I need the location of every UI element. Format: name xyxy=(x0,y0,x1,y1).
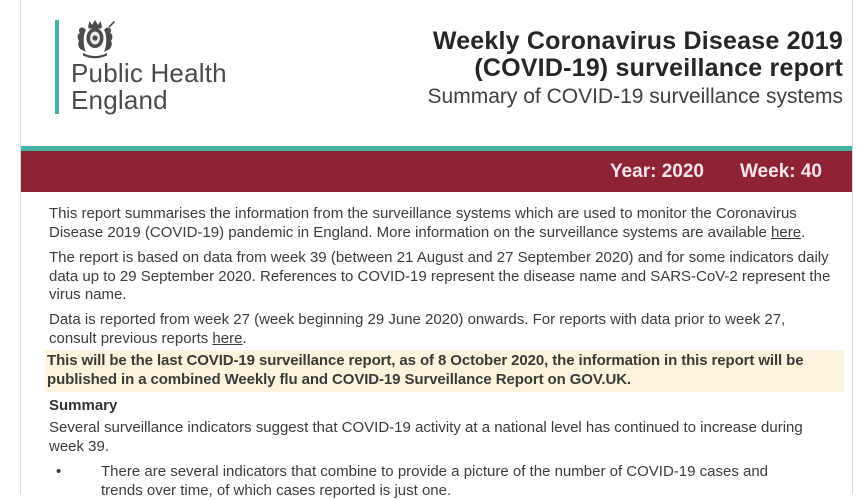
previous-reports-here-link[interactable]: here xyxy=(212,329,243,347)
intro-text: This report summarises the information from the surveillance systems which are used to monitor the Coronavirus Disease 2019 (COVID-19) pandemic in England. More information on the surveillance systems are available xyxy=(49,205,797,241)
week-label: Week: 40 xyxy=(739,160,822,182)
title-block xyxy=(428,28,843,109)
reporting-period-paragraph xyxy=(49,311,836,348)
data-basis-paragraph: The report is based on data from week 39 (between 21 August and 27 September 2020) and for some indicators daily data up to 29 September 2020. References to COVID-19 represent the disease name and SARS-CoV-2 represent the virus name. xyxy=(49,249,831,304)
reporting-period-text-end: . xyxy=(242,329,247,347)
summary-bullet-item xyxy=(49,463,836,500)
year-label: Year: 2020 xyxy=(609,160,704,182)
report-title-line1: Weekly Coronavirus Disease 2019 xyxy=(432,27,843,55)
report-title-line2: (COVID-19) surveillance report xyxy=(474,54,843,82)
logo-org-line1: Public Health xyxy=(71,58,227,88)
last-report-notice: This will be the last COVID-19 surveillance report, as of 8 October 2020, the information in this report will be published in a combined Weekly flu and COVID-19 Surveillance Report on GOV.UK. xyxy=(45,350,844,392)
reporting-period-text: Data is reported from week 27 (week beginning 29 June 2020) onwards. For reports with data prior to week 27, consult previous reports xyxy=(49,310,786,347)
logo-accent-bar xyxy=(55,20,59,114)
royal-crest-icon xyxy=(71,18,119,60)
masthead xyxy=(21,0,852,146)
summary-heading: Summary xyxy=(49,397,118,415)
intro-paragraph xyxy=(49,205,836,242)
report-body xyxy=(21,192,852,500)
surveillance-systems-here-link[interactable]: here xyxy=(771,223,802,241)
logo-org-line2: England xyxy=(71,85,168,115)
summary-paragraph: Several surveillance indicators suggest that COVID-19 activity at a national level has continued to increase during week 39. xyxy=(49,418,803,455)
bullet-icon: • xyxy=(56,463,62,481)
report-subtitle: Summary of COVID-19 surveillance systems xyxy=(427,85,843,108)
logo-org-name xyxy=(71,60,291,114)
report-page xyxy=(20,0,853,499)
intro-text-end: . xyxy=(801,223,806,241)
summary-bullet-text: There are several indicators that combine to provide a picture of the number of COVID-19 cases and trends over time, of which cases reported is just one. xyxy=(101,463,769,499)
report-title xyxy=(428,28,843,82)
year-week-banner xyxy=(21,151,852,192)
